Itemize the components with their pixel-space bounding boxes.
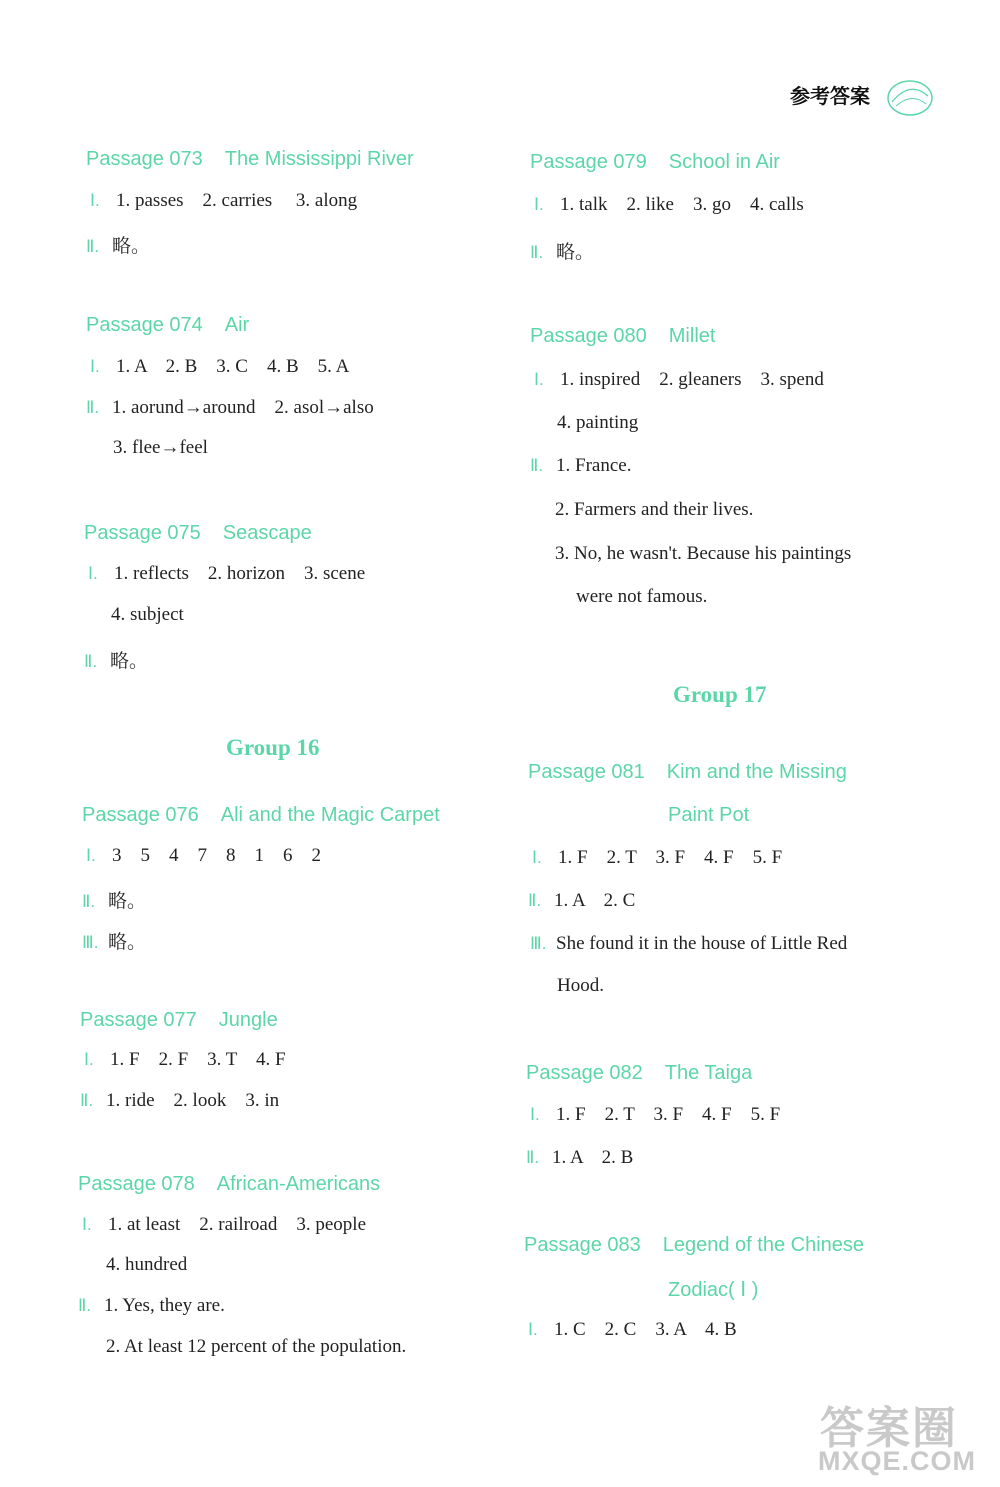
roman-numeral: Ⅰ. — [86, 846, 96, 865]
roman-numeral: Ⅰ. — [528, 1320, 538, 1339]
roman-numeral: Ⅱ. — [86, 398, 100, 417]
answer-text: 1. at least 2. railroad 3. people — [108, 1214, 367, 1235]
answer-text: She found it in the house of Little Red — [556, 933, 848, 954]
passage-083-heading — [524, 1234, 864, 1257]
leaf-icon — [884, 74, 936, 120]
passage-075-part2 — [84, 646, 148, 673]
answer-text: 1. France. — [556, 455, 632, 476]
watermark-logo: 答案圈 — [820, 1404, 958, 1453]
answer-text: 1. aorund→around 2. asol→also — [112, 397, 374, 418]
roman-numeral: Ⅱ. — [528, 891, 542, 910]
passage-title: The Taiga — [664, 1062, 753, 1084]
answer-text: 1. inspired 2. gleaners 3. spend — [560, 369, 824, 390]
roman-numeral: Ⅱ. — [80, 1091, 94, 1110]
roman-numeral: Ⅲ. — [530, 934, 547, 953]
passage-number: Passage 074 — [86, 314, 203, 336]
passage-title: African-Americans — [216, 1173, 381, 1195]
roman-numeral: Ⅰ. — [90, 191, 100, 210]
answer-text: 1. A 2. C — [554, 890, 636, 911]
passage-074-part2 — [86, 397, 374, 419]
passage-title: Seascape — [222, 522, 312, 544]
passage-074-part2-cont: 3. flee→feel — [113, 437, 208, 458]
passage-075-heading — [84, 522, 312, 545]
answer-text: 1. ride 2. look 3. in — [106, 1090, 280, 1111]
passage-081-title-cont: Paint Pot — [668, 804, 750, 826]
answer-text: 3 5 4 7 8 1 6 2 — [112, 845, 321, 866]
passage-number: Passage 079 — [530, 151, 647, 173]
passage-081-part3-cont: Hood. — [557, 975, 604, 996]
passage-079-heading — [530, 151, 780, 174]
passage-080-part2-line3: 3. No, he wasn't. Because his paintings — [555, 543, 852, 564]
passage-078-part1-cont: 4. hundred — [106, 1254, 188, 1275]
roman-numeral: Ⅰ. — [534, 195, 544, 214]
passage-082-part1 — [530, 1104, 780, 1126]
roman-numeral: Ⅱ. — [84, 652, 98, 671]
header-title: 参考答案 — [790, 84, 870, 108]
passage-083-title-cont: Zodiac( Ⅰ ) — [668, 1279, 759, 1301]
passage-080-part2-line4: were not famous. — [576, 586, 708, 607]
passage-077-part2 — [80, 1090, 279, 1112]
passage-076-part2 — [82, 886, 146, 913]
answer-text: 略。 — [556, 242, 595, 263]
roman-numeral: Ⅰ. — [82, 1215, 92, 1234]
roman-numeral: Ⅰ. — [532, 848, 542, 867]
roman-numeral: Ⅱ. — [86, 237, 100, 256]
roman-numeral: Ⅱ. — [526, 1148, 540, 1167]
answer-text: 1. A 2. B 3. C 4. B 5. A — [116, 356, 350, 377]
passage-title: Ali and the Magic Carpet — [220, 804, 440, 826]
passage-076-heading — [82, 804, 440, 827]
passage-080-part2 — [530, 455, 631, 477]
passage-076-part1 — [86, 845, 321, 867]
roman-numeral: Ⅰ. — [88, 564, 98, 583]
answer-text: 1. A 2. B — [552, 1147, 634, 1168]
passage-number: Passage 076 — [82, 804, 199, 826]
passage-077-part1 — [84, 1049, 286, 1071]
roman-numeral: Ⅰ. — [534, 370, 544, 389]
passage-title: Kim and the Missing — [666, 761, 847, 783]
roman-numeral: Ⅲ. — [82, 933, 99, 952]
passage-number: Passage 080 — [530, 325, 647, 347]
passage-081-part1 — [532, 847, 782, 869]
passage-078-heading — [78, 1173, 380, 1196]
answer-text: 1. C 2. C 3. A 4. B — [554, 1319, 737, 1340]
passage-080-part1 — [534, 369, 824, 391]
passage-077-heading — [80, 1009, 278, 1032]
answer-text: 略。 — [112, 236, 151, 257]
passage-title: Legend of the Chinese — [662, 1234, 865, 1256]
group-17-heading: Group 17 — [673, 682, 767, 707]
roman-numeral: Ⅰ. — [90, 357, 100, 376]
passage-080-part1-cont: 4. painting — [557, 412, 639, 433]
passage-075-part1-cont: 4. subject — [111, 604, 184, 625]
passage-074-part1 — [90, 356, 349, 378]
roman-numeral: Ⅱ. — [78, 1296, 92, 1315]
passage-number: Passage 075 — [84, 522, 201, 544]
passage-073-part2 — [86, 231, 150, 258]
passage-079-part2 — [530, 237, 594, 264]
answer-text: 略。 — [108, 932, 147, 953]
roman-numeral: Ⅱ. — [530, 243, 544, 262]
answer-text: 1. F 2. T 3. F 4. F 5. F — [558, 847, 783, 868]
passage-title: School in Air — [668, 151, 780, 173]
answer-text: 1. reflects 2. horizon 3. scene — [114, 563, 366, 584]
passage-081-part3 — [530, 933, 847, 955]
answer-text: 略。 — [108, 891, 147, 912]
passage-number: Passage 073 — [86, 148, 203, 170]
answer-text: 1. F 2. F 3. T 4. F — [110, 1049, 286, 1070]
passage-083-part1 — [528, 1319, 737, 1341]
passage-082-heading — [526, 1062, 752, 1085]
watermark-url: MXQE.COM — [818, 1446, 977, 1476]
passage-082-part2 — [526, 1147, 633, 1169]
group-16-heading: Group 16 — [226, 735, 320, 760]
passage-079-part1 — [534, 194, 804, 216]
passage-number: Passage 078 — [78, 1173, 195, 1195]
passage-title: Jungle — [218, 1009, 278, 1031]
roman-numeral: Ⅰ. — [530, 1105, 540, 1124]
passage-title: Air — [224, 314, 250, 336]
passage-073-heading — [86, 148, 414, 171]
passage-title: The Mississippi River — [224, 148, 414, 170]
answer-text: 1. talk 2. like 3. go 4. calls — [560, 194, 804, 215]
answer-text: 略。 — [110, 651, 149, 672]
passage-081-part2 — [528, 890, 635, 912]
answer-text: 1. F 2. T 3. F 4. F 5. F — [556, 1104, 781, 1125]
roman-numeral: Ⅰ. — [84, 1050, 94, 1069]
passage-078-part2 — [78, 1295, 225, 1317]
passage-073-part1 — [90, 190, 357, 212]
passage-number: Passage 083 — [524, 1234, 641, 1256]
passage-number: Passage 077 — [80, 1009, 197, 1031]
answer-text: 1. passes 2. carries 3. along — [116, 190, 358, 211]
passage-number: Passage 082 — [526, 1062, 643, 1084]
passage-075-part1 — [88, 563, 365, 585]
roman-numeral: Ⅱ. — [82, 892, 96, 911]
passage-title: Millet — [668, 325, 716, 347]
passage-number: Passage 081 — [528, 761, 645, 783]
passage-080-heading — [530, 325, 715, 348]
passage-081-heading — [528, 761, 847, 784]
passage-078-part2-cont: 2. At least 12 percent of the population. — [106, 1336, 407, 1357]
roman-numeral: Ⅱ. — [530, 456, 544, 475]
answer-text: 1. Yes, they are. — [104, 1295, 225, 1316]
passage-078-part1 — [82, 1214, 366, 1236]
passage-074-heading — [86, 314, 249, 337]
passage-080-part2-line2: 2. Farmers and their lives. — [555, 499, 754, 520]
passage-076-part3 — [82, 927, 146, 954]
